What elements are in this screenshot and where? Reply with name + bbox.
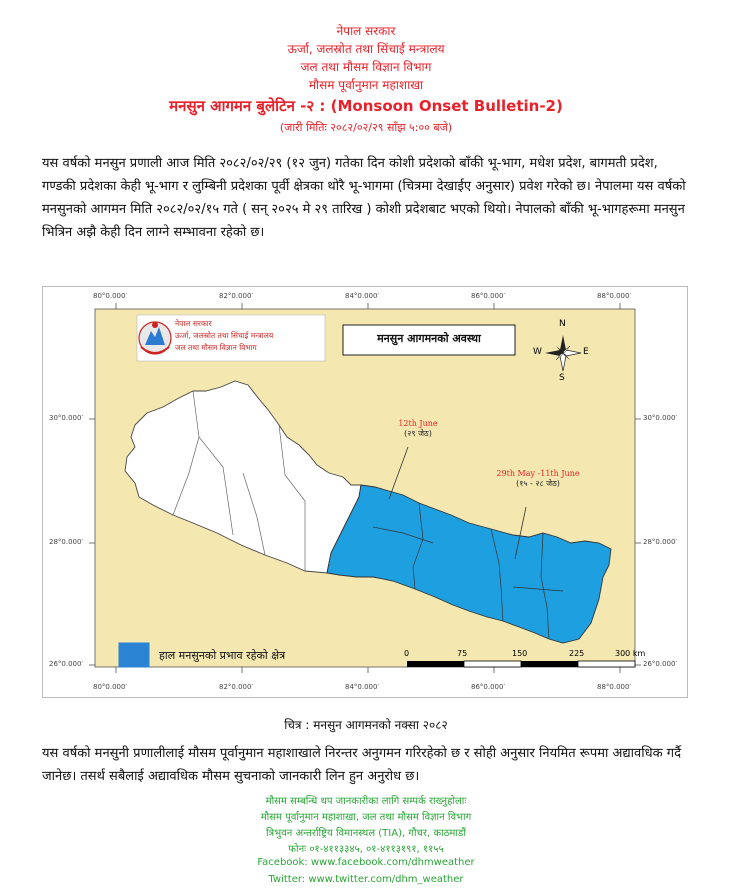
annotation-12-june-date: 12th June bbox=[398, 419, 438, 428]
bulletin-title: मनसुन आगमन बुलेटिन -२ : (Monsoon Onset Bulletin-2) bbox=[169, 97, 563, 115]
lon-label: 84°0.000′ bbox=[345, 683, 380, 691]
footer-division: मौसम पूर्वानुमान महाशाखा, जल तथा मौसम विज्ञान विभाग bbox=[260, 812, 472, 823]
closing-paragraph: यस वर्षको मनसुनी प्रणालीलाई मौसम पूर्वानुमान महाशाखाले निरन्तर अनुगमन गरिरहेको छ र सोही अनुसार नियमित रूपमा अद्यावधिक गर्दै जानेछ। तसर्थ सबैलाई अद्यावधिक मौसम सुचनाको जानकारी लिन हुन अनुरोध छ। bbox=[42, 746, 681, 784]
lat-label: 28°0.000′ bbox=[643, 538, 678, 546]
legend-swatch bbox=[119, 643, 149, 667]
annotation-12-june bbox=[383, 419, 453, 439]
lon-label: 86°0.000′ bbox=[471, 292, 506, 300]
lon-label: 80°0.000′ bbox=[93, 292, 128, 300]
logo-line-ministry: ऊर्जा, जलस्रोत तथा सिंचाई मन्त्रालय bbox=[175, 331, 274, 340]
header-line-government: नेपाल सरकार bbox=[336, 24, 396, 38]
logo-text bbox=[175, 318, 325, 354]
lat-label: 30°0.000′ bbox=[49, 414, 84, 422]
compass-east: E bbox=[583, 347, 589, 357]
nepal-emblem-icon bbox=[139, 322, 171, 354]
footer-contact-intro: मौसम सम्बन्धि थप जानकारीका लागि सम्पर्क राख्नुहोलाः bbox=[265, 796, 467, 807]
footer-phone: फोनः ०१-४११३३४५, ०१-४११३१९१, ११५५ bbox=[288, 844, 444, 855]
scale-label: 0 bbox=[404, 649, 410, 658]
lat-label: 26°0.000′ bbox=[49, 660, 84, 668]
lon-label: 84°0.000′ bbox=[345, 292, 380, 300]
monsoon-map bbox=[43, 287, 687, 697]
map-title: मनसुन आगमनको अवस्था bbox=[377, 332, 481, 345]
compass-north: N bbox=[559, 319, 566, 329]
annotation-29-may bbox=[483, 469, 593, 489]
logo-line-government: नेपाल सरकार bbox=[175, 319, 212, 328]
lon-label: 88°0.000′ bbox=[597, 292, 632, 300]
intro-paragraph: यस वर्षको मनसुन प्रणाली आज मिति २०८२/०२/२९ (१२ जुन) गतेका दिन कोशी प्रदेशको बाँकी भू-भाग, मधेश प्रदेश, बागमती प्रदेश, गण्डकी प्रदेशका केही भू-भाग र लुम्बिनी प्रदेशका पूर्वी क्षेत्रका थोरै भू-भागमा (चित्रमा देखाईए अनुसार) प्रवेश गरेको छ। नेपालमा यस वर्षको मनसुनको आगमन मिति २०८२/०२/१५ गते ( सन् २०२५ मे २९ तारिख ) कोशी प्रदेशबाट भएको थियो। नेपालको बाँकी भू-भागहरूमा मनसुन भित्रिन अझै केही दिन लाग्ने सम्भावना रहेको छ। bbox=[42, 156, 686, 240]
lat-label: 28°0.000′ bbox=[49, 538, 84, 546]
lon-label: 88°0.000′ bbox=[597, 683, 632, 691]
lon-label: 86°0.000′ bbox=[471, 683, 506, 691]
scale-label: 300 km bbox=[615, 649, 646, 658]
lon-label: 82°0.000′ bbox=[219, 683, 254, 691]
map-frame bbox=[42, 286, 688, 698]
lon-label: 80°0.000′ bbox=[93, 683, 128, 691]
header-line-ministry: ऊर्जा, जलस्रोत तथा सिंचाई मन्त्रालय bbox=[287, 42, 445, 56]
lat-label: 30°0.000′ bbox=[643, 414, 678, 422]
logo-line-department: जल तथा मौसम विज्ञान विभाग bbox=[175, 343, 257, 352]
annotation-12-june-nepali: (२९ जेठ) bbox=[404, 429, 432, 438]
map-caption: चित्र : मनसुन आगमनको नक्सा २०८२ bbox=[284, 718, 448, 732]
annotation-29-may-nepali: (१५ - २८ जेठ) bbox=[516, 479, 560, 488]
header-line-department: जल तथा मौसम विज्ञान विभाग bbox=[300, 60, 432, 74]
footer-twitter-link[interactable]: Twitter: www.twitter.com/dhm_weather bbox=[268, 874, 464, 885]
scale-label: 225 bbox=[569, 649, 585, 658]
lat-label: 26°0.000′ bbox=[643, 660, 678, 668]
legend-label: हाल मनसुनको प्रभाव रहेको क्षेत्र bbox=[159, 649, 286, 662]
lon-label: 82°0.000′ bbox=[219, 292, 254, 300]
header-line-division: मौसम पूर्वानुमान महाशाखा bbox=[308, 78, 424, 92]
annotation-29-may-date: 29th May -11th June bbox=[496, 469, 580, 478]
scale-bar bbox=[407, 661, 635, 667]
scale-label: 150 bbox=[512, 649, 528, 658]
footer-facebook-link[interactable]: Facebook: www.facebook.com/dhmweather bbox=[257, 857, 475, 868]
scale-label: 75 bbox=[457, 649, 468, 658]
compass-west: W bbox=[533, 347, 542, 357]
footer-address: त्रिभुवन अन्तर्राष्ट्रिय विमानस्थल (TIA), गौचर, काठमाडौं bbox=[266, 828, 466, 839]
compass-south: S bbox=[559, 373, 565, 383]
issued-date: (जारी मितिः २०८२/०२/२९ साँझ ५:०० बजे) bbox=[279, 121, 453, 134]
